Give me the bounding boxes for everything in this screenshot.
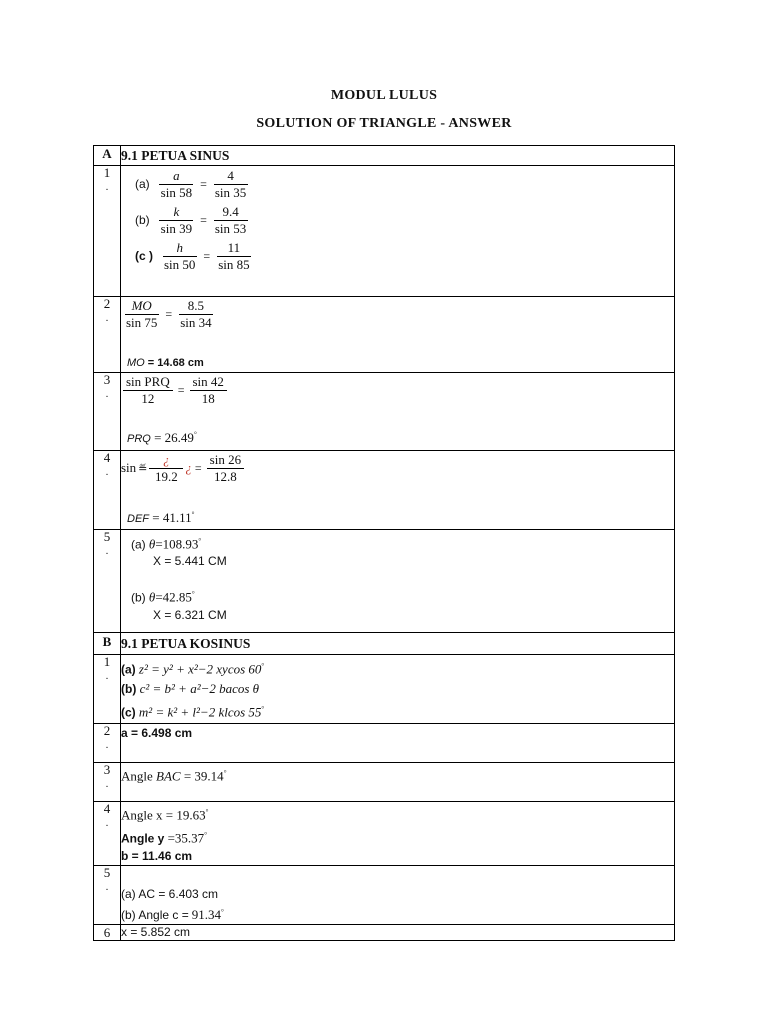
question-a5-row [94,530,675,633]
answer-a5a-x: X = 5.441 CM [153,554,227,569]
question-b1-content [121,655,675,724]
question-number: 3 . [94,373,121,451]
answer-b4-b: b = 11.46 cm [121,849,193,864]
answer-b4-y: Angle y =35.37° [121,830,207,846]
section-b-header-row [94,633,675,655]
document-title: MODUL LULUS [330,88,438,103]
question-b5-row [94,866,675,925]
answer-a3: PRQ = 26.49° [127,430,197,445]
section-a-label: A [94,146,121,166]
question-a2-row [94,297,675,373]
question-number: 1 . [94,166,121,297]
answer-a5b-x: X = 6.321 CM [153,607,227,622]
question-a4-content [121,451,675,530]
question-number: 6 [94,925,121,941]
answer-b3: Angle BAC = 39.14° [121,762,675,801]
section-b-label: B [94,633,121,655]
answer-b6: x = 5.852 cm [121,925,675,941]
question-b4-content [121,801,675,866]
section-a-header-row [94,146,675,166]
question-number: 5 . [94,530,121,633]
equation-a1b: (b) $\frac{k}{\sin 39}$ = $\frac{9.4}{\sin 53}$ [135,203,247,236]
question-b5-content [121,866,675,925]
question-b3-row [94,762,675,801]
equation-b1a: (a) z² = y² + x²−2 xycos 60° [121,661,265,677]
answer-b4-x: Angle x = 19.63° [121,806,209,822]
answer-b5a: (a) AC = 6.403 cm [121,887,219,902]
equation-a1c: (c ) $\frac{h}{\sin 50}$ = $\frac{11}{\sin 85}$ [135,239,250,272]
question-number: 4 . [94,801,121,866]
document-subtitle: SOLUTION OF TRIANGLE - ANSWER [256,116,512,131]
question-a1-content [121,166,675,297]
equation-a4: sin ≝ $\frac{¿}{19.2}$ ¿ = $\frac{\sin 26}{12.8}$ [121,451,674,485]
question-a3-content [121,373,675,451]
question-a5-content [121,530,675,633]
question-a2-content [121,297,675,373]
question-a1-row [94,166,675,297]
equation-b1c: (c) m² = k² + l²−2 klcos 55° [121,704,265,720]
answer-table [93,145,675,941]
question-b1-row [94,655,675,724]
question-number: 1 . [94,655,121,724]
question-number: 3 . [94,762,121,801]
section-b-title: 9.1 PETUA KOSINUS [121,633,675,655]
answer-a5a-angle: (a) θ=108.93° [131,536,202,552]
equation-b1b: (b) c² = b² + a²−2 bacos θ [121,681,260,697]
question-number: 4 . [94,451,121,530]
equation-a1a: (a) $\frac{a}{\sin 58}$ = $\frac{4}{\sin 35}$ [135,167,247,200]
answer-a4: DEF = 41.11° [127,510,195,525]
question-b2-row [94,723,675,762]
answer-a5b-angle: (b) θ=42.85° [131,589,195,605]
question-number: 2 . [94,723,121,762]
equation-a2: $\frac{MO}{\sin 75}$ = $\frac{8.5}{\sin 34}$ [126,297,212,330]
question-b4-row [94,801,675,866]
equation-a3: $\frac{\text{sin PRQ}}{12}$ = $\frac{\sin 42}{18}$ [121,373,674,407]
answer-a2: MO = 14.68 cm [127,357,204,369]
question-number: 5 . [94,866,121,925]
question-number: 2 . [94,297,121,373]
question-b6-row [94,925,675,941]
answer-b5b: (b) Angle c = 91.34° [121,907,224,923]
section-a-title: 9.1 PETUA SINUS [121,146,675,166]
question-a4-row [94,451,675,530]
question-a3-row [94,373,675,451]
answer-b2: a = 6.498 cm [121,723,675,762]
